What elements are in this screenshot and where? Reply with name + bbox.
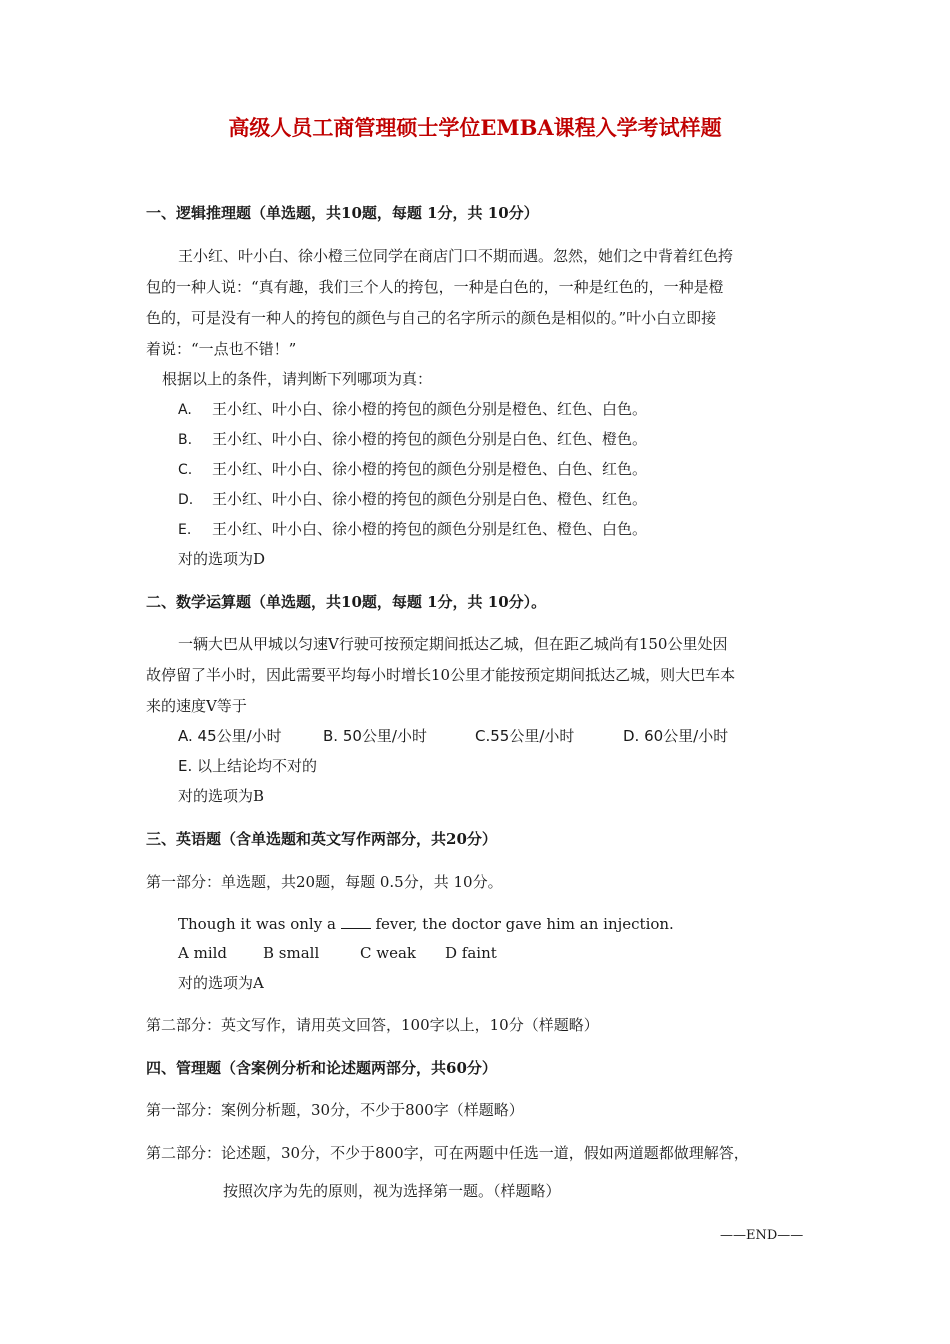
section-heading-english: 三、英语题（含单选题和英文写作两部分，共20分） — [146, 830, 497, 848]
section2-option-e: E. 以上结论均不对的 — [178, 757, 318, 775]
section-heading-logic: 一、逻辑推理题（单选题，共10题，每题 1分，共 10分） — [146, 204, 539, 222]
section2-para-line: 来的速度V等于 — [146, 697, 247, 715]
option-letter: B. — [178, 432, 193, 448]
option-item — [178, 459, 647, 480]
english-choice: C weak — [360, 944, 416, 962]
section1-question: 根据以上的条件，请判断下列哪项为真： — [162, 370, 433, 388]
option-text: 王小红、叶小白、徐小橙的挎包的颜色分别是白色、红色、橙色。 — [212, 430, 648, 448]
section-heading-management: 四、管理题（含案例分析和论述题两部分，共60分） — [146, 1059, 497, 1077]
option-letter: C. — [178, 462, 193, 478]
section3-part2: 第二部分：英文写作，请用英文回答，100字以上，10分（样题略） — [146, 1016, 599, 1034]
option-item — [178, 399, 647, 420]
english-question — [178, 914, 674, 934]
option-text: 王小红、叶小白、徐小橙的挎包的颜色分别是橙色、红色、白色。 — [212, 400, 648, 418]
section1-para-line: 包的一种人说：“真有趣，我们三个人的挎包，一种是白色的，一种是红色的，一种是橙 — [146, 278, 724, 296]
sentence-end: fever, the doctor gave him an injection. — [375, 915, 674, 933]
english-choice: B small — [263, 944, 320, 962]
section4-part2-line1: 第二部分：论述题，30分，不少于800字，可在两题中任选一道，假如两道题都做理解答， — [146, 1144, 749, 1162]
english-choice: D faint — [445, 944, 497, 962]
section2-para-line: 故停留了半小时，因此需要平均每小时增长10公里才能按预定期间抵达乙城，则大巴车本 — [146, 666, 736, 684]
english-choice: A mild — [178, 944, 228, 962]
section3-part1: 第一部分：单选题，共20题，每题 0.5分，共 10分。 — [146, 873, 503, 891]
section1-para-line: 着说：“一点也不错！” — [146, 340, 297, 358]
option-item — [178, 489, 647, 510]
section2-answer: 对的选项为B — [178, 787, 265, 805]
section3-answer: 对的选项为A — [178, 974, 264, 992]
option-letter: A. — [178, 402, 192, 418]
option-text: 王小红、叶小白、徐小橙的挎包的颜色分别是橙色、白色、红色。 — [212, 460, 648, 478]
option-text: 王小红、叶小白、徐小橙的挎包的颜色分别是白色、橙色、红色。 — [212, 490, 648, 508]
page-title: 高级人员工商管理硕士学位EMBA课程入学考试样题 — [228, 115, 722, 140]
section1-answer: 对的选项为D — [178, 550, 266, 568]
option-letter: D. — [178, 492, 194, 508]
sentence-start: Though it was only a — [178, 915, 336, 933]
option-item — [178, 519, 647, 540]
section4-part1: 第一部分：案例分析题，30分，不少于800字（样题略） — [146, 1101, 524, 1119]
option-letter: E. — [178, 522, 192, 538]
section4-part2-line2: 按照次序为先的原则，视为选择第一题。（样题略） — [223, 1182, 561, 1200]
answer-blank — [341, 914, 371, 929]
option-text: 王小红、叶小白、徐小橙的挎包的颜色分别是红色、橙色、白色。 — [212, 520, 648, 538]
section2-para-line: 一辆大巴从甲城以匀速V行驶可按预定期间抵达乙城，但在距乙城尚有150公里处因 — [178, 635, 728, 653]
section2-option-b: B. 50公里/小时 — [323, 727, 427, 745]
section2-option-a: A. 45公里/小时 — [178, 727, 282, 745]
section-heading-math: 二、数学运算题（单选题，共10题，每题 1分，共 10分）。 — [146, 593, 547, 611]
section1-para-line: 王小红、叶小白、徐小橙三位同学在商店门口不期而遇。忽然，她们之中背着红色挎 — [178, 247, 734, 265]
end-marker: ——END—— — [720, 1228, 804, 1243]
option-item — [178, 429, 647, 450]
section2-option-d: D. 60公里/小时 — [623, 727, 729, 745]
section1-para-line: 色的，可是没有一种人的挎包的颜色与自己的名字所示的颜色是相似的。”叶小白立即接 — [146, 309, 717, 327]
section2-option-c: C.55公里/小时 — [475, 727, 575, 745]
